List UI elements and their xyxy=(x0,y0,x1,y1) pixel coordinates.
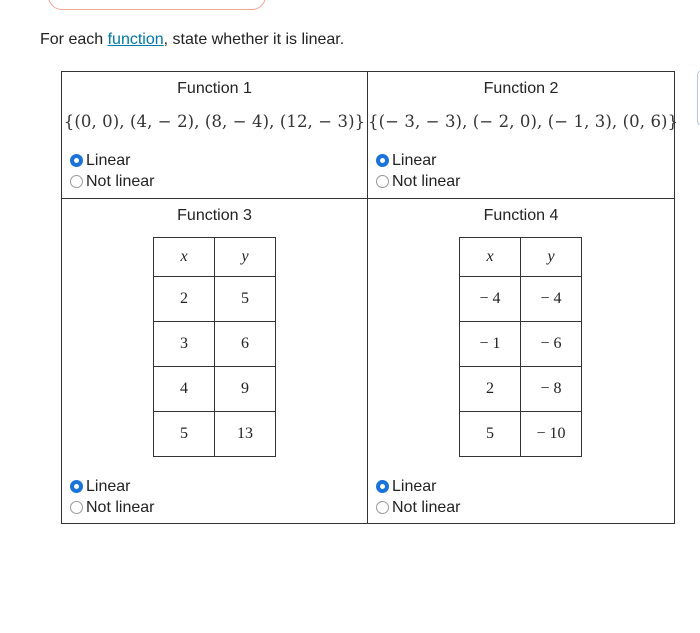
function-1-set: {(0, 0), (4, − 2), (8, − 4), (12, − 3)} xyxy=(63,112,366,131)
table-header-x: x xyxy=(460,238,521,277)
radio-unselected-icon[interactable] xyxy=(376,175,389,188)
not-linear-label: Not linear xyxy=(86,172,155,190)
table-cell: 5 xyxy=(215,277,276,322)
functions-grid xyxy=(61,71,679,524)
function-3-title: Function 3 xyxy=(177,207,252,224)
function-3-linear-option[interactable] xyxy=(70,476,154,497)
function-4-linear-option[interactable] xyxy=(376,476,460,497)
table-cell: − 1 xyxy=(460,322,521,367)
function-1-not-linear-option[interactable] xyxy=(70,171,154,192)
function-2-linear-option[interactable] xyxy=(376,150,460,171)
function-1-options xyxy=(70,150,154,192)
function-1-cell xyxy=(62,72,368,199)
question-prompt xyxy=(40,31,344,49)
function-link[interactable]: function xyxy=(107,31,164,48)
function-4-title: Function 4 xyxy=(483,207,559,224)
function-2-set: {(− 3, − 3), (− 2, 0), (− 1, 3), (0, 6)} xyxy=(368,112,679,131)
function-3-cell xyxy=(62,199,368,524)
prompt-text-end: , state whether it is linear. xyxy=(163,31,345,48)
table-header-y: y xyxy=(521,238,582,277)
function-4-table xyxy=(459,237,582,457)
prompt-text-start: For each xyxy=(40,31,108,48)
table-cell: − 6 xyxy=(521,322,582,367)
function-4-not-linear-option[interactable] xyxy=(376,497,460,518)
table-cell: − 10 xyxy=(521,412,582,457)
function-4-options xyxy=(376,476,460,518)
function-4-cell xyxy=(368,199,675,524)
table-cell: − 8 xyxy=(521,367,582,412)
radio-selected-icon[interactable] xyxy=(70,480,83,493)
function-2-cell xyxy=(368,72,679,199)
table-cell: 4 xyxy=(154,367,215,412)
table-cell: 9 xyxy=(215,367,276,412)
table-cell: 2 xyxy=(460,367,521,412)
function-3-table xyxy=(153,237,276,457)
not-linear-label: Not linear xyxy=(392,498,461,516)
table-header-y: y xyxy=(215,238,276,277)
table-cell: − 4 xyxy=(460,277,521,322)
radio-unselected-icon[interactable] xyxy=(70,501,83,514)
radio-unselected-icon[interactable] xyxy=(376,501,389,514)
table-cell: 13 xyxy=(215,412,276,457)
function-1-title: Function 1 xyxy=(177,80,252,97)
function-3-not-linear-option[interactable] xyxy=(70,497,154,518)
function-2-not-linear-option[interactable] xyxy=(376,171,460,192)
radio-selected-icon[interactable] xyxy=(376,154,389,167)
linear-label: Linear xyxy=(392,477,437,495)
function-1-linear-option[interactable] xyxy=(70,150,154,171)
linear-label: Linear xyxy=(86,151,131,169)
radio-selected-icon[interactable] xyxy=(70,154,83,167)
radio-selected-icon[interactable] xyxy=(376,480,389,493)
previous-answer-box xyxy=(48,0,266,10)
not-linear-label: Not linear xyxy=(86,498,155,516)
not-linear-label: Not linear xyxy=(392,172,461,190)
table-cell: − 4 xyxy=(521,277,582,322)
function-2-options xyxy=(376,150,460,192)
table-cell: 6 xyxy=(215,322,276,367)
table-cell: 2 xyxy=(154,277,215,322)
table-cell: 3 xyxy=(154,322,215,367)
table-cell: 5 xyxy=(460,412,521,457)
table-cell: 5 xyxy=(154,412,215,457)
linear-label: Linear xyxy=(392,151,437,169)
function-3-options xyxy=(70,476,154,518)
linear-label: Linear xyxy=(86,477,131,495)
table-header-x: x xyxy=(154,238,215,277)
radio-unselected-icon[interactable] xyxy=(70,175,83,188)
function-2-title: Function 2 xyxy=(483,80,559,97)
